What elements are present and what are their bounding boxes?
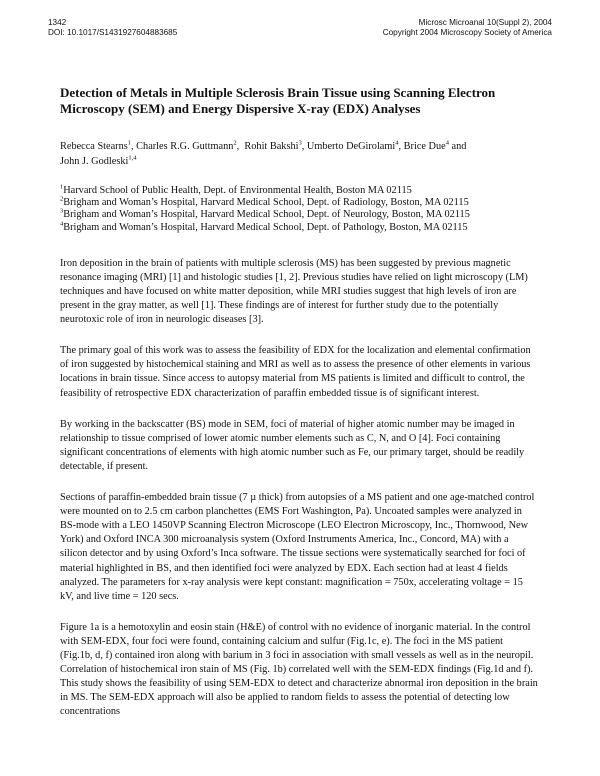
author: Rebecca Stearns$^1$ [60,139,132,152]
copyright: Copyright 2004 Microscopy Society of America [382,28,552,37]
page-header-left [48,18,177,38]
affiliation: $^4$Brigham and Woman’s Hospital, Harvard Medical School, Dept. of Pathology, Boston, MA 02115 [60,220,468,233]
page-header-right [383,18,552,38]
author: Brice Due$^4$ [403,139,449,152]
affiliation: $^3$Brigham and Woman’s Hospital, Harvard Medical School, Dept. of Neurology, Boston, MA 02115 [60,207,470,221]
article-body [60,85,538,719]
page-number: 1342 [48,18,67,27]
paragraph-introduction: Iron deposition in the brain of patients with multiple sclerosis (MS) has been suggested by previous magnetic resonance imaging (MRI) [1] and histologic studies [1, 2]. Previous studies have relied on light microscopy (LM) techniques and have focused on white matter deposition, while MRI studies suggest that high levels of iron are present in the gray matter, as well [1]. These findings are of interest for further study due to the potentially neurotoxic role of iron in neurologic diseases [3]. [60,257,528,326]
paragraph-results: Figure 1a is a hemotoxylin and eosin stain (H&E) of control with no evidence of inorganic material. In the control with SEM-EDX, four foci were found, containing calcium and sulfur (Fig.1c, e). The foci in the MS patient (Fig.1b, d, f) contained iron along with barium in 3 foci in association with small vessels as well as in the neuropil. Correlation of histochemical iron stain of MS (Fig. 1b) correlated well with the SEM-EDX findings (Fig.1d and f). This study shows the feasibility of using SEM-EDX to detect and characterize abnormal iron deposition in the brain in MS. The SEM-EDX approach will also be applied to random fields to assess the potential of detecting low concentrations [60,621,538,718]
doi: DOI: 10.1017/S1431927604883685 [48,28,178,37]
paragraph-goal: The primary goal of this work was to assess the feasibility of EDX for the localization and elemental confirmation of iron suggested by histochemical staining and MRI as well as to assess the presence of other elements in various locations in brain tissue. Since access to autopsy material from MS patients is limited and difficult to control, the feasibility of retrospective EDX characterization of paraffin embedded tissue is of significant interest. [60,345,531,399]
author-list: Rebecca Stearns$^1$, Charles R.G. Guttmann$^2$, Rohit Bakshi$^3$, Umberto DeGirolami$^4$, Brice Due$^4$ and John J. Godleski$^{1,4}$ [60,139,467,167]
affiliation: $^1$Harvard School of Public Health, Dept. of Environmental Health, Boston MA 02115 [60,183,412,196]
affiliation: $^2$Brigham and Woman’s Hospital, Harvard Medical School, Dept. of Radiology, Boston, MA 02115 [60,195,469,209]
author: John J. Godleski$^{1,4}$ [60,154,137,167]
affiliation-list [60,185,538,234]
paragraph-backscatter: By working in the backscatter (BS) mode in SEM, foci of material of higher atomic number may be imaged in relationship to tissue comprised of lower atomic number elements such as C, N, and O [4]. Foci containing significant concentrations of elements with high atomic number such as Fe, our primary target, should be readily detectable, if present. [60,418,525,472]
paper-title: Detection of Metals in Multiple Sclerosis Brain Tissue using Scanning Electron Microscopy (SEM) and Energy Dispersive X-ray (EDX) Analyses [60,85,496,116]
journal-citation: Microsc Microanal 10(Suppl 2), 2004 [418,18,552,27]
author: Charles R.G. Guttmann$^2$ [136,139,237,152]
author: Rohit Bakshi$^3$ [244,139,302,152]
paragraph-methods: Sections of paraffin-embedded brain tissue (7 µ thick) from autopsies of a MS patient and one age-matched control were mounted on to 2.5 cm carbon planchettes (EMS Fort Washington, Pa). Uncoated samples were analyzed in BS-mode with a LEO 1450VP Scanning Electron Microscope (LEO Electron Microscopy, Inc., Thornwood, New York) and Oxford INCA 300 microanalysis system (Oxford Instruments America, Inc., Concord, MA) with a silicon detector and by using Oxford’s Inca software. The tissue sections were systematically searched for foci of material highlighted in BS, and then identified foci were analyzed by EDX. Each section had at least 4 fields analyzed. The parameters for x-ray analysis were kept constant: magnification = 750x, accelerating voltage = 15 kV, and live time = 120 secs. [60,492,535,602]
author: Umberto DeGirolami$^4$ [306,139,399,152]
